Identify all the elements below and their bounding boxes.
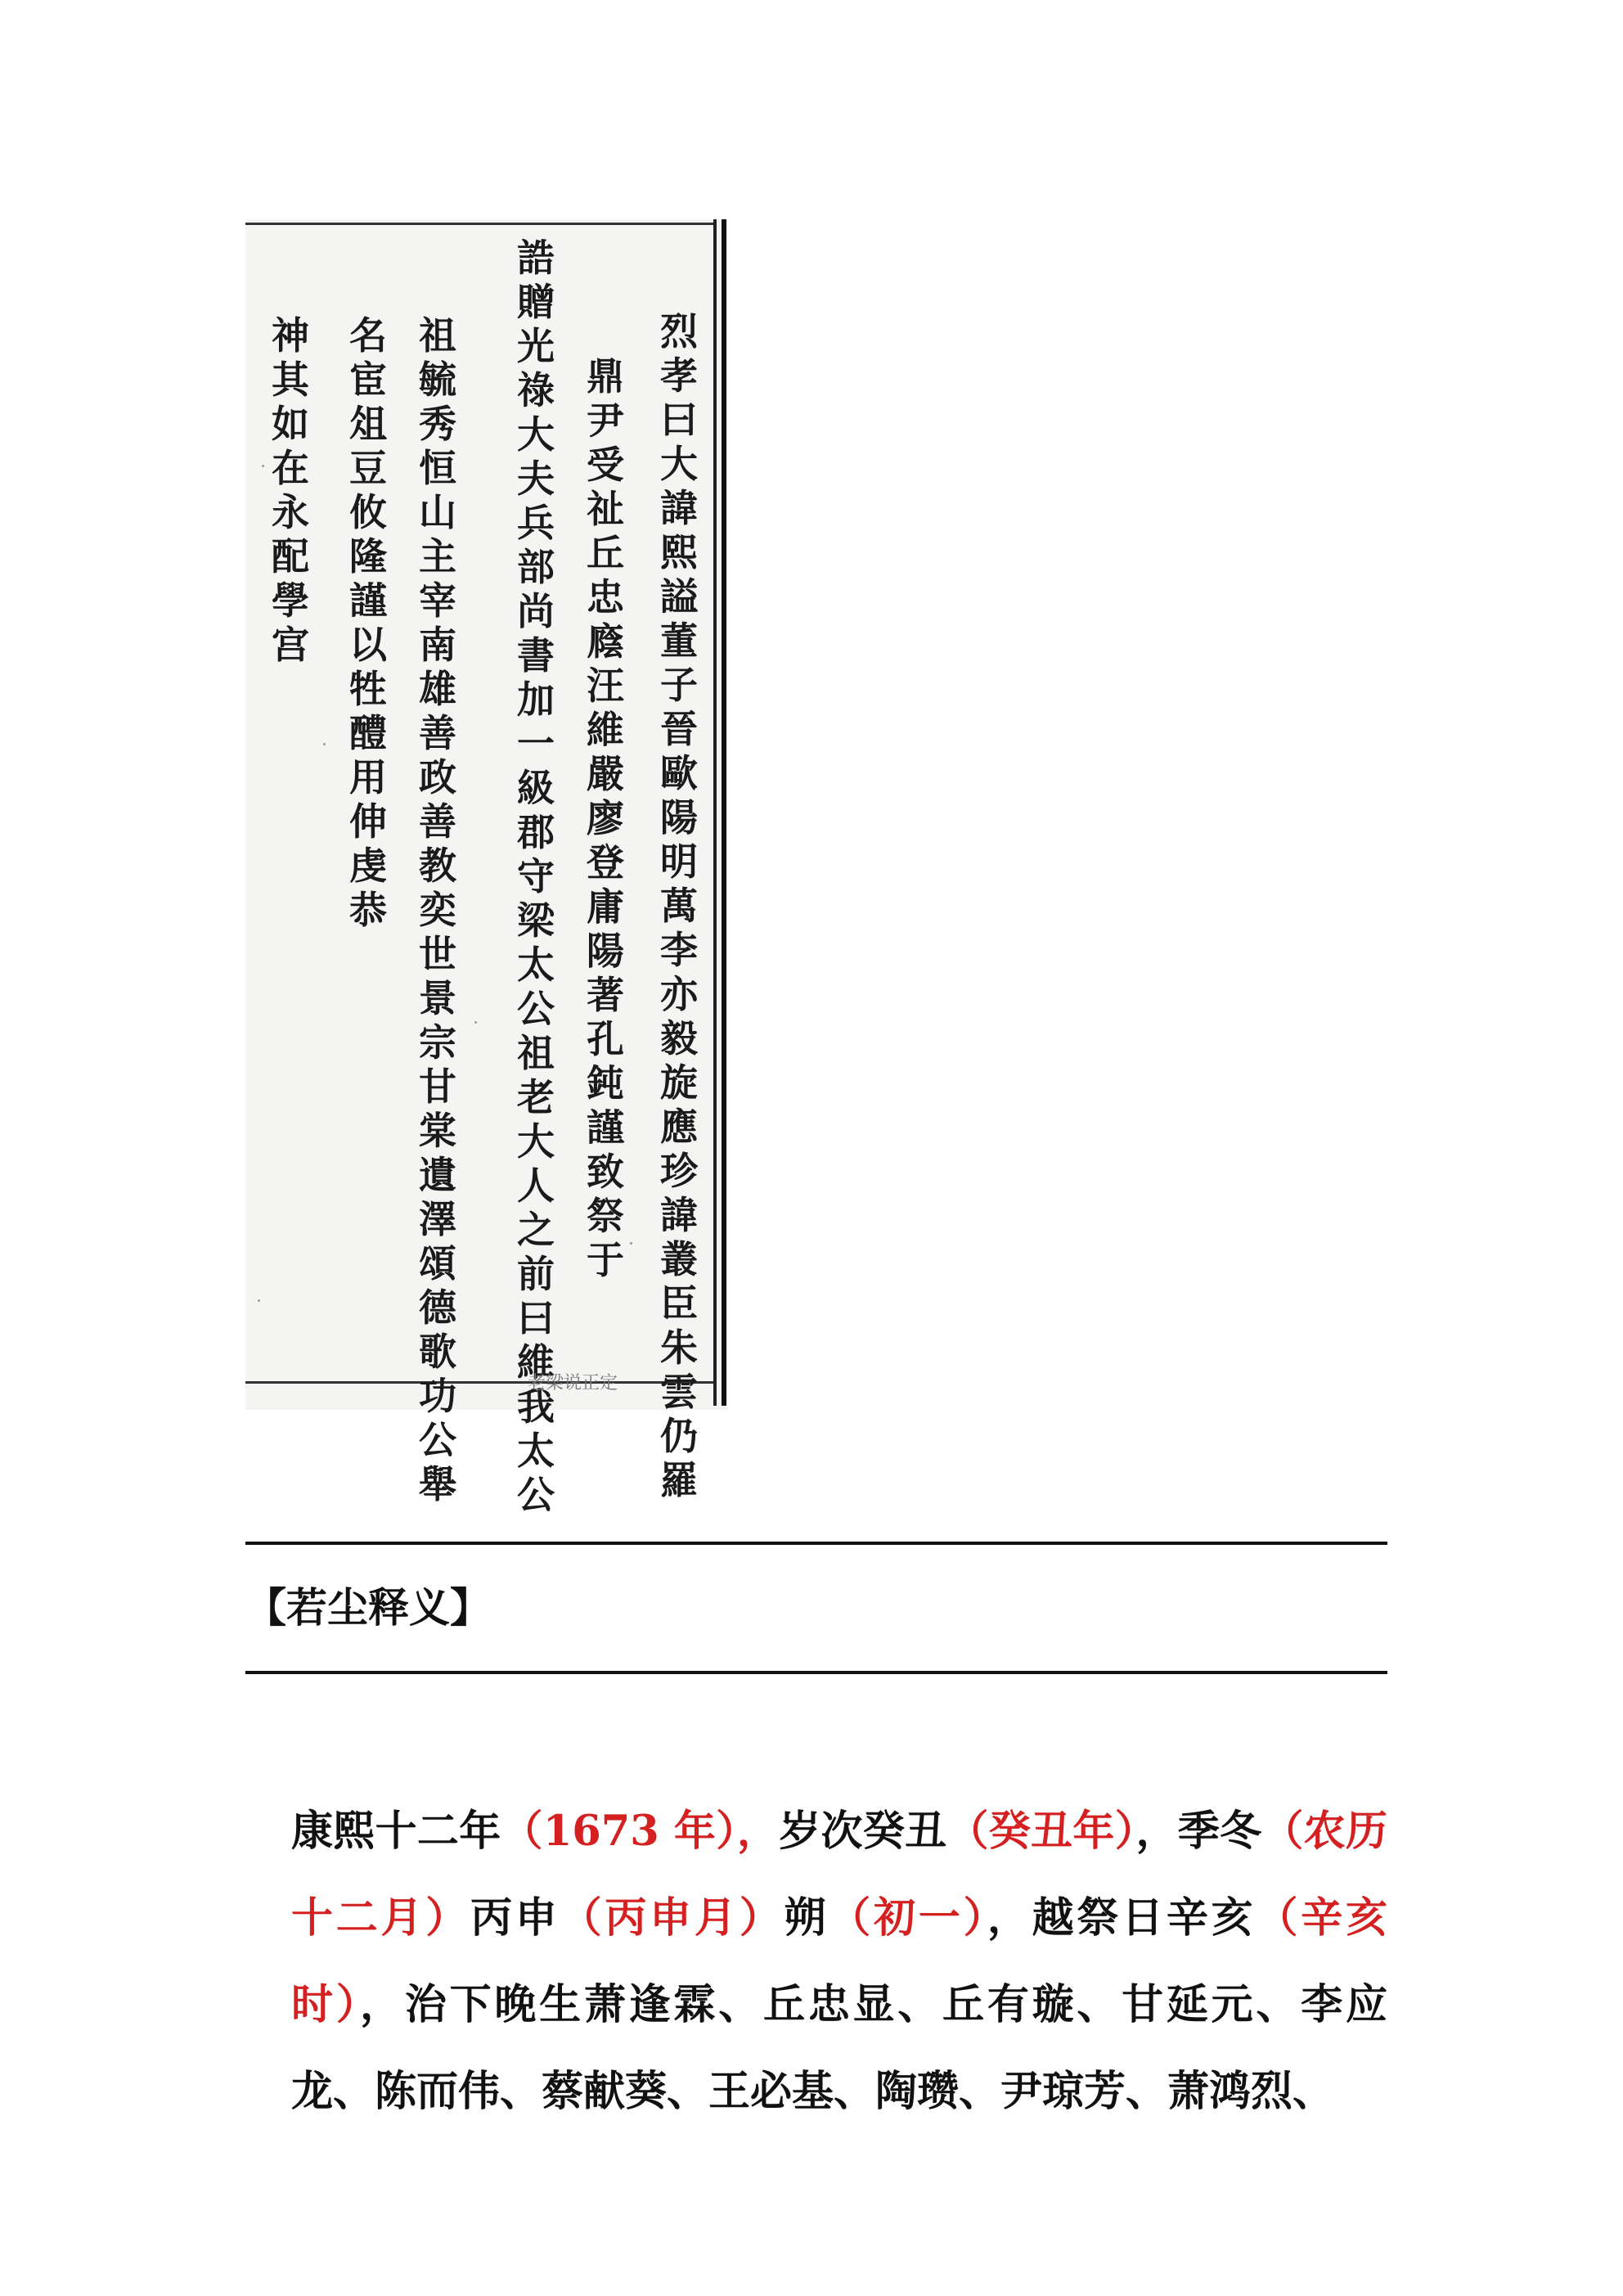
scan-glyph: 公 bbox=[517, 1473, 555, 1517]
scan-glyph: 山 bbox=[419, 490, 456, 534]
scan-glyph: 舉 bbox=[419, 1462, 456, 1506]
scan-glyph: 政 bbox=[419, 755, 456, 799]
scan-glyph: 太 bbox=[517, 943, 555, 987]
scan-glyph: 祿 bbox=[517, 368, 555, 412]
scan-column-5 bbox=[348, 313, 389, 932]
scan-glyph: 謹 bbox=[349, 579, 387, 623]
scan-glyph: 澤 bbox=[419, 1197, 456, 1241]
scan-glyph: 誥 bbox=[517, 236, 555, 280]
section-top-rule bbox=[245, 1542, 1387, 1545]
scan-glyph: 甘 bbox=[419, 1065, 456, 1109]
scan-glyph: 子 bbox=[660, 663, 698, 707]
scan-glyph: 學 bbox=[272, 579, 309, 623]
scan-glyph: 德 bbox=[419, 1285, 456, 1330]
scan-glyph: 祭 bbox=[587, 1194, 624, 1238]
scan-glyph: 老 bbox=[517, 1075, 555, 1119]
scan-glyph: 仍 bbox=[660, 1414, 698, 1458]
scan-glyph: 致 bbox=[587, 1150, 624, 1194]
scan-speck bbox=[258, 1299, 260, 1302]
scan-glyph: 晉 bbox=[660, 707, 698, 751]
scan-glyph: 宦 bbox=[349, 358, 387, 402]
scan-glyph: 孔 bbox=[587, 1017, 624, 1061]
scan-glyph: 諱 bbox=[660, 486, 698, 530]
scan-speck bbox=[262, 465, 264, 467]
scan-glyph: 祖 bbox=[517, 1031, 555, 1075]
explanation-paragraph bbox=[291, 1788, 1387, 2135]
scan-glyph: 祉 bbox=[587, 487, 624, 531]
scan-glyph: 之 bbox=[517, 1208, 555, 1252]
scan-column-1 bbox=[659, 309, 699, 1502]
scan-glyph: 謹 bbox=[587, 1105, 624, 1150]
scan-glyph: 主 bbox=[419, 534, 456, 579]
scan-glyph: 其 bbox=[272, 358, 309, 402]
scan-glyph: 伸 bbox=[349, 799, 387, 844]
scan-glyph: 部 bbox=[517, 545, 555, 589]
scan-frame-top bbox=[245, 223, 716, 225]
scan-glyph: 神 bbox=[272, 313, 309, 358]
scan-glyph: 雲 bbox=[660, 1370, 698, 1414]
paragraph-text: 朔 bbox=[784, 1893, 829, 1943]
scan-glyph: 恭 bbox=[349, 888, 387, 932]
scan-glyph: 孝 bbox=[660, 353, 698, 398]
scan-glyph: 著 bbox=[587, 973, 624, 1017]
scan-glyph: 善 bbox=[419, 711, 456, 755]
scan-glyph: 陽 bbox=[587, 929, 624, 973]
scan-glyph: 鈍 bbox=[587, 1061, 624, 1105]
paragraph-text: ，治下晚生萧逢霖、丘忠显、丘有璇、甘延元、李应龙、陈而伟、蔡献葵、王必基、陶瓒、尹琼芳、萧鸿烈、 bbox=[291, 1980, 1387, 2116]
scan-glyph: 宗 bbox=[419, 1020, 456, 1065]
paragraph-annotation: （农历十二月） bbox=[291, 1807, 1387, 1943]
scan-glyph: 太 bbox=[517, 1429, 555, 1473]
scan-glyph: 羅 bbox=[660, 1458, 698, 1502]
scan-glyph: 尚 bbox=[517, 589, 555, 633]
scan-glyph: 配 bbox=[272, 534, 309, 579]
scan-glyph: 一 bbox=[517, 722, 555, 766]
scan-glyph: 秀 bbox=[419, 402, 456, 446]
section-bottom-rule bbox=[245, 1671, 1387, 1674]
scan-glyph: 書 bbox=[517, 633, 555, 678]
scan-glyph: 于 bbox=[587, 1238, 624, 1282]
scan-glyph: 雄 bbox=[419, 667, 456, 711]
scan-glyph: 明 bbox=[660, 840, 698, 884]
scan-glyph: 李 bbox=[660, 928, 698, 972]
paragraph-annotation: （丙申月） bbox=[560, 1893, 785, 1943]
scan-glyph: 善 bbox=[419, 799, 456, 844]
scan-glyph: 維 bbox=[517, 1340, 555, 1384]
scan-glyph: 人 bbox=[517, 1164, 555, 1208]
scan-glyph: 廖 bbox=[587, 796, 624, 840]
scan-glyph: 我 bbox=[517, 1384, 555, 1429]
scan-glyph: 臣 bbox=[660, 1281, 698, 1326]
scan-glyph: 祖 bbox=[419, 313, 456, 358]
woodblock-scan-image bbox=[245, 219, 728, 1517]
scan-glyph: 世 bbox=[419, 932, 456, 976]
scan-glyph: 贈 bbox=[517, 280, 555, 324]
scan-glyph: 公 bbox=[419, 1418, 456, 1462]
scan-glyph: 俎 bbox=[349, 402, 387, 446]
scan-glyph: 夫 bbox=[517, 457, 555, 501]
scan-glyph: 名 bbox=[349, 313, 387, 358]
scan-glyph: 應 bbox=[660, 1105, 698, 1149]
scan-glyph: 熙 bbox=[660, 530, 698, 574]
scan-glyph: 頌 bbox=[419, 1241, 456, 1285]
scan-glyph: 旋 bbox=[660, 1060, 698, 1105]
scan-speck bbox=[474, 1021, 477, 1024]
scan-glyph: 奕 bbox=[419, 888, 456, 932]
scan-glyph: 郡 bbox=[517, 810, 555, 854]
scan-glyph: 鼎 bbox=[587, 354, 624, 398]
scan-speck bbox=[323, 743, 326, 745]
scan-glyph: 諱 bbox=[660, 1193, 698, 1237]
paragraph-text: 康熙十二年 bbox=[291, 1807, 501, 1856]
scan-glyph: 牲 bbox=[349, 667, 387, 711]
scan-glyph: 公 bbox=[517, 987, 555, 1031]
scan-glyph: 珍 bbox=[660, 1149, 698, 1193]
scan-glyph: 景 bbox=[419, 976, 456, 1020]
scan-watermark: 老梁说正定 bbox=[528, 1373, 618, 1393]
scan-glyph: 廕 bbox=[587, 619, 624, 664]
scan-speck bbox=[630, 1242, 632, 1245]
scan-glyph: 遺 bbox=[419, 1153, 456, 1197]
paragraph-text: 丙申 bbox=[470, 1893, 560, 1943]
scan-glyph: 庸 bbox=[587, 885, 624, 929]
scan-glyph: 級 bbox=[517, 766, 555, 810]
scan-glyph: 朱 bbox=[660, 1326, 698, 1370]
scan-glyph: 守 bbox=[517, 854, 555, 898]
scan-frame-bottom bbox=[245, 1381, 716, 1384]
paragraph-annotation: （初一） bbox=[829, 1893, 987, 1943]
scan-glyph: 恒 bbox=[419, 446, 456, 490]
scan-glyph: 隆 bbox=[349, 534, 387, 579]
scan-column-4 bbox=[417, 313, 458, 1506]
scan-glyph: 丘 bbox=[587, 531, 624, 575]
scan-glyph: 曰 bbox=[660, 398, 698, 442]
scan-glyph: 宰 bbox=[419, 579, 456, 623]
scan-glyph: 加 bbox=[517, 678, 555, 722]
scan-glyph: 陽 bbox=[660, 795, 698, 840]
scan-glyph: 尹 bbox=[587, 398, 624, 443]
scan-glyph: 謚 bbox=[660, 574, 698, 619]
scan-glyph: 汪 bbox=[587, 664, 624, 708]
scan-glyph: 前 bbox=[517, 1252, 555, 1296]
scan-glyph: 如 bbox=[272, 402, 309, 446]
scan-glyph: 烈 bbox=[660, 309, 698, 353]
scan-glyph: 叢 bbox=[660, 1237, 698, 1281]
paragraph-annotation: （辛亥时） bbox=[291, 1893, 1387, 2029]
scan-glyph: 豆 bbox=[349, 446, 387, 490]
scan-glyph: 梁 bbox=[517, 898, 555, 943]
scan-glyph: 嚴 bbox=[587, 752, 624, 796]
scan-glyph: 大 bbox=[517, 1119, 555, 1164]
scan-glyph: 曰 bbox=[517, 1296, 555, 1340]
scan-glyph: 大 bbox=[517, 412, 555, 457]
scan-glyph: 攸 bbox=[349, 490, 387, 534]
scan-glyph: 醴 bbox=[349, 711, 387, 755]
scan-glyph: 功 bbox=[419, 1374, 456, 1418]
scan-glyph: 董 bbox=[660, 619, 698, 663]
scan-column-2 bbox=[585, 354, 626, 1282]
scan-glyph: 永 bbox=[272, 490, 309, 534]
scan-glyph: 光 bbox=[517, 324, 555, 368]
scan-glyph: 虔 bbox=[349, 844, 387, 888]
scan-column-3 bbox=[515, 236, 556, 1517]
scan-glyph: 毓 bbox=[419, 358, 456, 402]
paragraph-text: ，越祭日辛亥 bbox=[987, 1893, 1257, 1943]
scan-glyph: 歌 bbox=[419, 1330, 456, 1374]
scan-glyph: 兵 bbox=[517, 501, 555, 545]
scan-glyph: 宫 bbox=[272, 623, 309, 667]
scan-glyph: 棠 bbox=[419, 1109, 456, 1153]
scan-glyph: 登 bbox=[587, 840, 624, 885]
scan-glyph: 毅 bbox=[660, 1016, 698, 1060]
scan-frame-right-inner bbox=[713, 219, 717, 1406]
scan-glyph: 受 bbox=[587, 443, 624, 487]
paragraph-annotation: （1673 年）， bbox=[501, 1807, 780, 1856]
paragraph-text: ，季冬 bbox=[1135, 1807, 1262, 1856]
scan-glyph: 歐 bbox=[660, 751, 698, 795]
scan-glyph: 在 bbox=[272, 446, 309, 490]
scan-glyph: 南 bbox=[419, 623, 456, 667]
scan-frame-right-outer bbox=[722, 219, 726, 1406]
paragraph-annotation: （癸丑年） bbox=[946, 1807, 1136, 1856]
scan-column-6 bbox=[270, 313, 311, 667]
section-title: 【若尘释义】 bbox=[245, 1584, 491, 1632]
scan-glyph: 用 bbox=[349, 755, 387, 799]
scan-glyph: 忠 bbox=[587, 575, 624, 619]
scan-glyph: 以 bbox=[349, 623, 387, 667]
paragraph-text: 岁次癸丑 bbox=[779, 1807, 947, 1856]
scan-glyph: 教 bbox=[419, 844, 456, 888]
scan-glyph: 亦 bbox=[660, 972, 698, 1016]
scan-glyph: 萬 bbox=[660, 884, 698, 928]
scan-glyph: 維 bbox=[587, 708, 624, 752]
scan-glyph: 大 bbox=[660, 442, 698, 486]
